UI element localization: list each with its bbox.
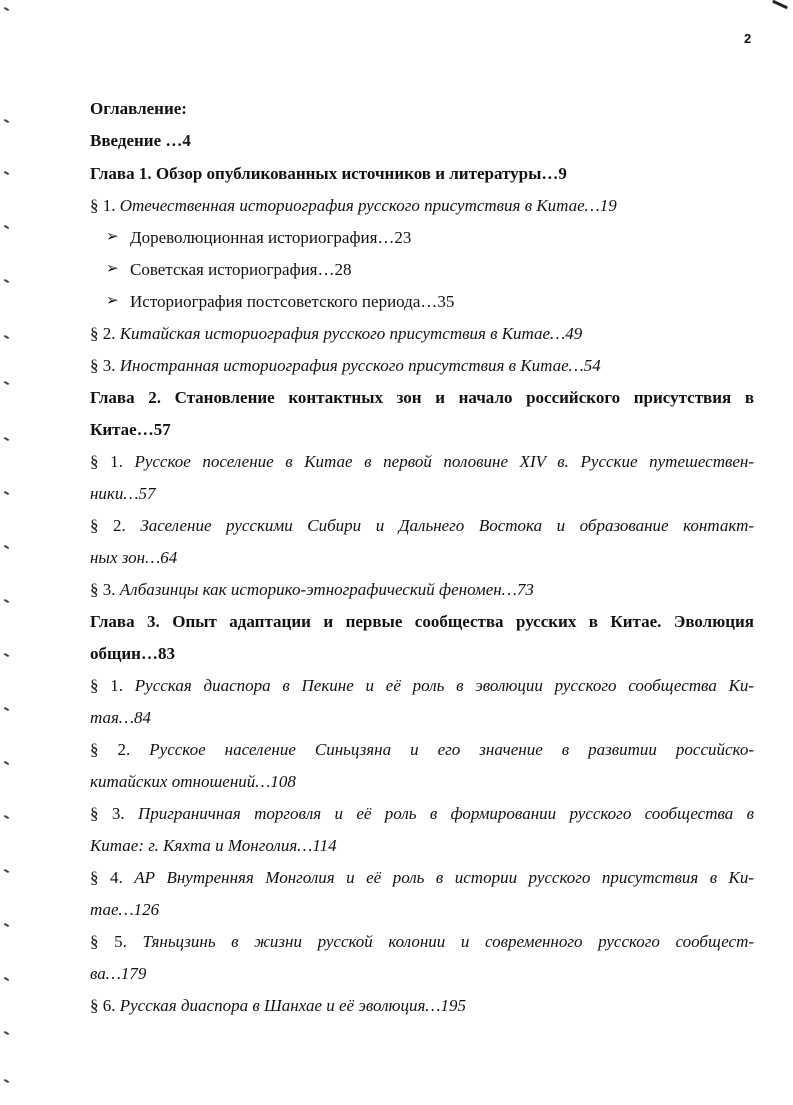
scan-mark [4,171,9,175]
section-number: § 6. [90,996,116,1015]
chapter-2-title-line-2: Китае…57 [90,420,171,439]
chapter-3-section-3-cont: Китае: г. Кяхта и Монголия…114 [90,836,337,855]
section-number: § 1. [90,196,116,215]
chapter-3-section-5 [90,931,754,953]
toc-intro: Введение …4 [90,131,191,150]
scan-corner-mark [772,0,788,9]
section-title: АР Внутренняя Монголия и её роль в истории русского присутствия в Ки- [134,868,755,887]
section-title: Русская диаспора в Пекине и её роль в эволюции русского сообщества Ки- [134,676,755,695]
chapter-1-title: Глава 1. Обзор опубликованных источников и литературы…9 [90,164,567,183]
arrow-bullet-icon: ➢ [106,229,119,245]
scan-mark [4,869,9,873]
section-title: Китайская историография русского присутствия в Китае…49 [119,324,583,343]
section-title: Албазинцы как историко-этнографический феномен…73 [119,580,534,599]
section-number: § 1. [90,676,124,695]
scan-mark [4,7,9,11]
section-title: Приграничная торговля и её роль в формировании русского сообщества в [137,804,754,823]
chapter-1-section-3 [90,355,601,377]
bullet-item [90,259,754,281]
bullet-item [90,291,754,313]
section-number: § 3. [90,356,116,375]
scan-mark [4,815,9,819]
arrow-bullet-icon: ➢ [106,261,119,277]
section-title: Русская диаспора в Шанхае и её эволюция…195 [119,996,466,1015]
chapter-3-section-6 [90,995,466,1017]
chapter-2-section-2-cont: ных зон…64 [90,548,178,567]
scan-mark [4,1079,9,1083]
chapter-3-section-2-cont: китайских отношений…108 [90,772,296,791]
scan-mark [4,545,9,549]
chapter-3-section-4 [90,867,754,889]
scan-mark [4,279,9,283]
chapter-2-section-3 [90,579,534,601]
section-number: § 1. [90,452,123,471]
section-number: § 2. [90,740,131,759]
chapter-3-section-4-cont: тае…126 [90,900,160,919]
chapter-1-section-1 [90,195,617,217]
scan-mark [4,977,9,981]
scan-mark [4,225,9,229]
scan-mark [4,599,9,603]
scan-mark [4,119,9,123]
section-title: Заселение русскими Сибири и Дальнего Востока и образование контакт- [140,516,755,535]
bullet-text: Дореволюционная историография…23 [130,228,412,247]
chapter-3-title-line-1: Глава 3. Опыт адаптации и первые сообщества русских в Китае. Эволюция [90,612,754,631]
arrow-bullet-icon: ➢ [106,293,119,309]
bullet-text: Историография постсоветского периода…35 [130,292,455,311]
section-number: § 4. [90,868,123,887]
scan-mark [4,335,9,339]
section-title: Иностранная историография русского присутствия в Китае…54 [119,356,601,375]
section-title: Русское поселение в Китае в первой половине XIV в. Русские путешествен- [134,452,754,471]
chapter-2-section-1-cont: ники…57 [90,484,156,503]
scan-margin-marks [0,0,16,1105]
chapter-3-section-3 [90,803,754,825]
chapter-3-section-1 [90,675,754,697]
bullet-item [90,227,754,249]
section-number: § 3. [90,580,116,599]
bullet-text: Советская историография…28 [130,260,352,279]
scan-mark [4,761,9,765]
scan-mark [4,1031,9,1035]
chapter-2-title-line-1: Глава 2. Становление контактных зон и начало российского присутствия в [90,388,754,407]
section-number: § 2. [90,324,116,343]
chapter-2-section-1 [90,451,754,473]
chapter-3-section-5-cont: ва…179 [90,964,147,983]
section-number: § 3. [90,804,125,823]
chapter-3-section-2 [90,739,754,761]
section-number: § 5. [90,932,127,951]
chapter-3-section-1-cont: тая…84 [90,708,152,727]
page-number: 2 [744,31,752,46]
section-title: Отечественная историография русского присутствия в Китае…19 [119,196,617,215]
scan-mark [4,491,9,495]
chapter-1-section-2 [90,323,582,345]
section-title: Тяньцзинь в жизни русской колонии и современного русского сообщест- [142,932,755,951]
chapter-2-section-2 [90,515,754,537]
section-number: § 2. [90,516,126,535]
chapter-3-title-line-2: общин…83 [90,644,175,663]
scan-mark [4,381,9,385]
scan-mark [4,437,9,441]
section-title: Русское население Синьцзяна и его значение в развитии российско- [149,740,755,759]
scan-mark [4,653,9,657]
toc-heading: Оглавление: [90,99,187,118]
scan-mark [4,707,9,711]
scan-mark [4,923,9,927]
